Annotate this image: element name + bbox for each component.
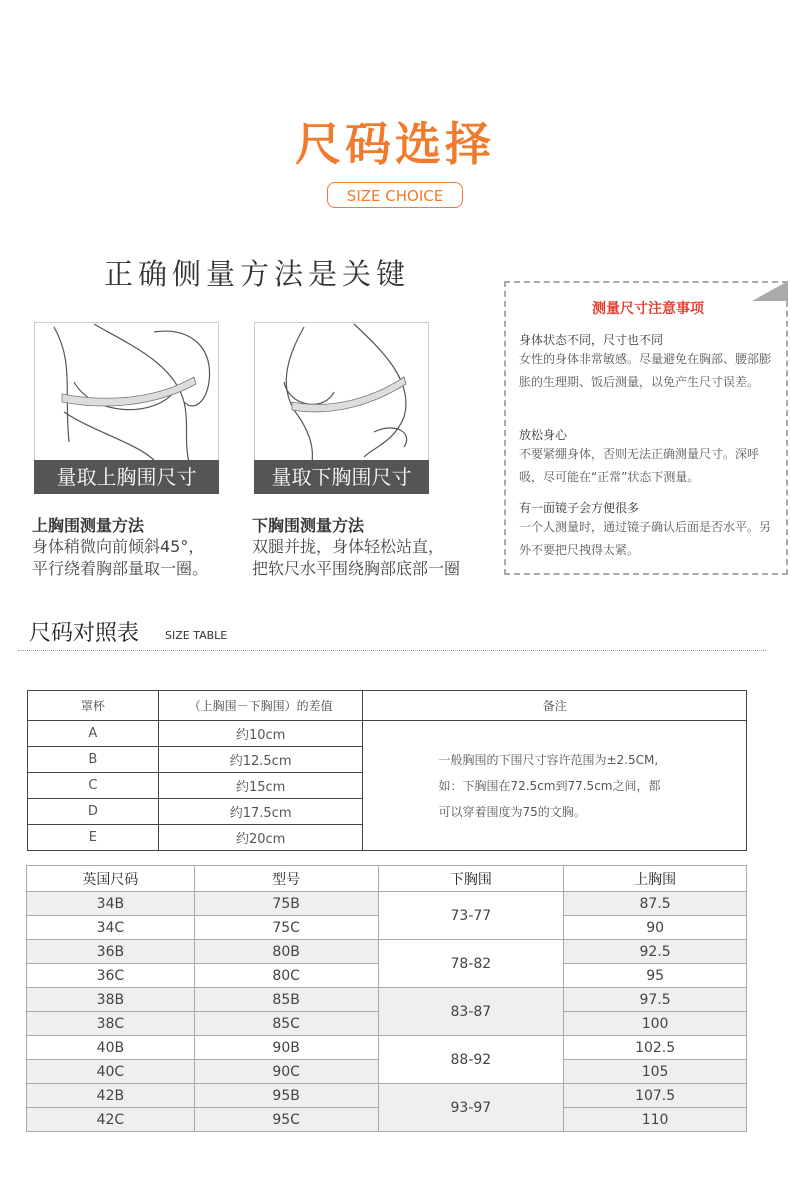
model-cell: 85C — [194, 1012, 378, 1036]
uk-size-cell: 40C — [27, 1060, 195, 1084]
under-bust-cell: 73-77 — [378, 892, 564, 940]
measurement-notes-box — [504, 281, 788, 575]
table-header-row — [27, 866, 747, 892]
model-cell: 90B — [194, 1036, 378, 1060]
over-bust-cell: 102.5 — [564, 1036, 747, 1060]
table-row — [27, 1084, 747, 1108]
cup-cell: D — [28, 799, 159, 825]
diff-cell: 约12.5cm — [158, 747, 363, 773]
over-bust-cell: 87.5 — [564, 892, 747, 916]
note-body: 女性的身体非常敏感。尽量避免在胸部、腰部膨胀的生理期、饭后测量，以免产生尺寸误差。 — [519, 352, 772, 389]
size-table-subtitle: SIZE TABLE — [165, 629, 228, 642]
model-cell: 75C — [194, 916, 378, 940]
size-table-title: 尺码对照表 — [29, 621, 140, 646]
under-bust-cell: 88-92 — [378, 1036, 564, 1084]
model-cell: 95C — [194, 1108, 378, 1132]
uk-size-cell: 38C — [27, 1012, 195, 1036]
model-cell: 90C — [194, 1060, 378, 1084]
under-bust-cell: 78-82 — [378, 940, 564, 988]
table-row — [27, 1036, 747, 1060]
uk-size-cell: 34C — [27, 916, 195, 940]
method-line: 把软尺水平围绕胸部底部一圈 — [252, 559, 461, 578]
header-cell: 备注 — [363, 691, 747, 721]
header-cell: 罩杯 — [28, 691, 159, 721]
page-title: 尺码选择 — [295, 117, 495, 171]
cup-cell: A — [28, 721, 159, 747]
cup-cell: C — [28, 773, 159, 799]
size-chart-table — [26, 865, 747, 1132]
under-bust-cell: 83-87 — [378, 988, 564, 1036]
under-bust-cell: 93-97 — [378, 1084, 564, 1132]
header-cell: 上胸围 — [564, 866, 747, 892]
uk-size-cell: 36C — [27, 964, 195, 988]
model-cell: 75B — [194, 892, 378, 916]
over-bust-cell: 97.5 — [564, 988, 747, 1012]
model-cell: 80B — [194, 940, 378, 964]
over-bust-cell: 90 — [564, 916, 747, 940]
remark-cell — [363, 721, 747, 851]
note-heading: 有一面镜子会方便很多 — [519, 501, 640, 515]
note-body: 一个人测量时，通过镜子确认后面是否水平。另外不要把尺拽得太紧。 — [519, 520, 772, 557]
note-body: 不要紧绷身体，否则无法正确测量尺寸。深呼吸，尽可能在“正常”状态下测量。 — [519, 447, 760, 484]
header-cell: 型号 — [194, 866, 378, 892]
over-bust-cell: 95 — [564, 964, 747, 988]
remark-line: 一般胸围的下围尺寸容许范围为±2.5CM, — [438, 752, 659, 767]
header-cell: （上胸围－下胸围）的差值 — [158, 691, 363, 721]
over-bust-cell: 107.5 — [564, 1084, 747, 1108]
upper-bust-method — [32, 513, 208, 580]
over-bust-cell: 92.5 — [564, 940, 747, 964]
uk-size-cell: 36B — [27, 940, 195, 964]
model-cell: 80C — [194, 964, 378, 988]
diff-cell: 约10cm — [158, 721, 363, 747]
table-row — [27, 940, 747, 964]
over-bust-cell: 110 — [564, 1108, 747, 1132]
note-heading: 身体状态不同，尺寸也不同 — [519, 333, 664, 347]
header-cell: 下胸围 — [378, 866, 564, 892]
table-row — [27, 892, 747, 916]
remark-line: 如：下胸围在72.5cm到77.5cm之间，都 — [438, 778, 661, 793]
over-bust-cell: 100 — [564, 1012, 747, 1036]
table-row — [27, 988, 747, 1012]
diff-cell: 约15cm — [158, 773, 363, 799]
notes-title: 测量尺寸注意事项 — [592, 301, 704, 317]
measure-subtitle: 正确侧量方法是关键 — [104, 257, 411, 291]
under-bust-illustration — [254, 322, 439, 494]
method-line: 平行绕着胸部量取一圈。 — [32, 559, 209, 578]
uk-size-cell: 42B — [27, 1084, 195, 1108]
over-bust-cell: 105 — [564, 1060, 747, 1084]
dotted-divider — [18, 650, 766, 651]
under-bust-method — [252, 513, 460, 580]
uk-size-cell: 42C — [27, 1108, 195, 1132]
uk-size-cell: 38B — [27, 988, 195, 1012]
method-title: 上胸围测量方法 — [32, 516, 145, 535]
model-cell: 95B — [194, 1084, 378, 1108]
cup-cell: E — [28, 825, 159, 851]
upper-bust-illustration — [34, 322, 219, 494]
model-cell: 85B — [194, 988, 378, 1012]
upper-bust-banner: 量取上胸围尺寸 — [34, 460, 219, 494]
remark-line: 可以穿着围度为75的文胸。 — [438, 804, 586, 819]
note-heading: 放松身心 — [519, 428, 568, 442]
size-choice-badge: SIZE CHOICE — [327, 182, 463, 208]
method-line: 身体稍微向前倾斜45°， — [32, 537, 205, 556]
table-row — [28, 721, 747, 747]
method-title: 下胸围测量方法 — [252, 516, 365, 535]
under-bust-banner: 量取下胸围尺寸 — [254, 460, 429, 494]
table-header-row — [28, 691, 747, 721]
diff-cell: 约17.5cm — [158, 799, 363, 825]
diff-cell: 约20cm — [158, 825, 363, 851]
method-line: 双腿并拢，身体轻松站直， — [252, 537, 445, 556]
cup-cell: B — [28, 747, 159, 773]
header-cell: 英国尺码 — [27, 866, 195, 892]
cup-difference-table — [27, 690, 747, 851]
uk-size-cell: 34B — [27, 892, 195, 916]
uk-size-cell: 40B — [27, 1036, 195, 1060]
